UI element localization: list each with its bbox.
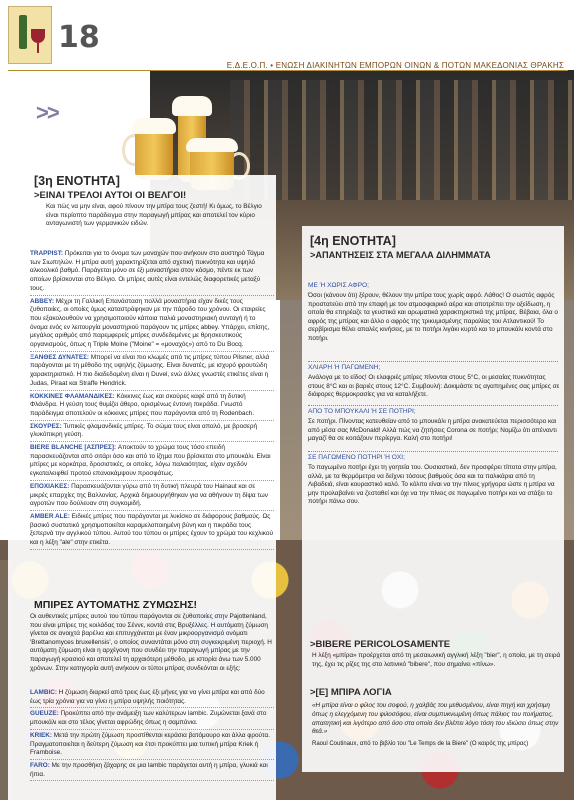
divider xyxy=(308,405,558,406)
entry-text: Με την προσθήκη ζάχαρης σε μια lambic παράγεται αυτή η μπίρα, γλυκιά και ήπια. xyxy=(30,761,268,778)
question-bottle-or-glass: ΑΠΟ ΤΟ ΜΠΟΥΚΑΛΙ Ή ΣΕ ΠΟΤΗΡΙ; xyxy=(308,408,416,415)
spontaneous-fermentation-title: ΜΠΙΡΕΣ ΑΥΤΟΜΑΤΗΣ ΖΥΜΩΣΗΣ! xyxy=(34,599,198,611)
list-item xyxy=(30,732,274,760)
question-foam: ΜΕ Ή ΧΩΡΙΣ ΑΦΡΟ; xyxy=(308,282,370,289)
answer-temperature: Ανάλογα με το είδος! Οι ελαφριές μπίρες πίνονται στους 5°C, οι μεσαίας πυκνότητας στους 8°C και οι βαριές στους 12°C. Συμβουλή: Δοκιμάστε τις αγαπημένες σας μπίρες σε διάφορες θερμοκρασίες για να καταλήξετε. xyxy=(308,374,560,399)
header-rule xyxy=(8,70,568,71)
entry-text: Ειδικές μπίρες που παράγονται με λυκίσκο σε διάφορους βαθμούς. Ως βασικό συστατικό χρησιμοποιείται καραμελοποιημένη βύνη και η πικράδα τους ξεπερνά την αγγλικού τύπου. Αυτού του τύπου οι μπίρες έχουν το χρώμα του κεχλικού και η λέξη "ale" στην ετικέτα. xyxy=(30,512,273,547)
answer-frozen-glass: Το παγωμένο ποτήρι έχει τη γοητεία του. Ουσιαστικά, δεν προσφέρει τίποτα στην μπίρα, αλλά, με τα θερμόμετρα να δείχνει τόσους βαθμούς όσα και τα παλικάρια από τη Λιβαδειά, είναι κουραστικό καλό. Το κόλπο είναι να την πίνεις γρήγορα ώστε η μπίρα να μην προλαβαίνει να ζεσταθεί και όχι να την πίνεις σε παγωμένο ποτήρι και να στάξει το ποτήρι πάνω σου. xyxy=(308,464,557,506)
wine-logo-icon xyxy=(8,6,52,64)
entry-text: Πρόκειται για το όνομα των μοναχών που ανήκουν στο αυστηρό Τάγμα των Σιωπηλών. Η μπίρα αυτή χαρακτηρίζεται από σχετική πυκνότητα και υψηλό αλκοολικό βαθμό. Παράγεται μόνο σε έξι μοναστήρια στον κόσμο, πέντε εκ των οποίων βρίσκονται στο Βέλγιο. Οι μπίρες αυτές είναι εντελώς διαφορετικές μεταξύ τους. xyxy=(30,250,265,292)
bottle-icon xyxy=(19,15,27,49)
lambic-types-list xyxy=(30,689,274,783)
entry-text: Προκύπτει από την ανάμειξη των καλύτερων lambic. Ζυμώνεται ξανά στο μπουκάλι και στο τέλος γίνεται αφρώδης όπως η σαμπάνια. xyxy=(30,710,267,727)
entry-key: BIERE BLANCHE [ΑΣΠΡΕΣ]: xyxy=(30,444,117,452)
quote-citation: Raoul Coutinaux, από το βιβλίο του "Le Temps de la Biere" (Ο καιρός της μπίρας) xyxy=(312,741,529,747)
entry-key: KRIEK: xyxy=(30,731,53,739)
list-item xyxy=(30,513,274,550)
page-number: 18 xyxy=(58,20,100,55)
entry-key: GUEUZE: xyxy=(30,710,59,718)
list-item xyxy=(30,689,274,708)
wine-glass-icon xyxy=(31,29,45,43)
entry-text: Η ζύμωση διαρκεί από τρεις έως έξι μήνες για να γίνει μπίρα και από δύο έως τρία χρόνια για να γίνει η μπίρα υψηλής ποιότητας. xyxy=(30,689,265,705)
entry-text: Μπορεί να είναι πιο κλωμές από τις μπίρες τύπου Pilsner, αλλά παράγονται με τη μέθοδο της υψηλής ζύμωσης. Είναι δυνατές, με ισχυρό φρουτώδη χαρακτηριστικό. Η πιο διαδεδομένη είναι η Duvel, ενώ άλλες γνωστές ετικέτες είναι η Judas, Piraat και Straffe Hendrick. xyxy=(30,353,270,387)
bottles-shelf-photo xyxy=(230,80,574,200)
entry-key: FARO: xyxy=(30,761,50,769)
list-item xyxy=(30,423,274,442)
beer-types-list xyxy=(30,250,274,552)
entry-text: Αποκτούν το χρώμα τους τόσο επειδή παρασκευάζονται από σιτάρι όσο και από το ίζημα που βρίσκεται στο μπουκάλι. Είναι μπίρες με κορκάτρα, δροσιστικές, οι οποίες, λόγω παλαιότητας, είχαν σχεδόν εγκαταλειφθεί προτού επανακάμψουν προσφάτως. xyxy=(30,444,271,478)
entry-key: ΕΠΟΧΙΑΚΕΣ: xyxy=(30,482,70,490)
entry-text: Κόκκινες έως και σκούρες καφέ από τη δυτική Φλάνδρα. Η γεύση τους θυμίζει άθερο, ορισμένως έντονη πικράδα. Γνωστό παράδειγμα αποτελούν οι κόκκινες μπίρες που παράγονται από τη Rodenbach. xyxy=(30,392,254,417)
entry-key: ΣΚΟΥΡΕΣ: xyxy=(30,422,62,430)
entry-text: Τυπικές φλαμανδικές μπίρες. Το σώμα τους είναι απαλό, με βροσερή γλυκόπικρη γεύση. xyxy=(30,422,258,439)
arrows-icon: >> xyxy=(36,100,58,125)
entry-key: ABBEY: xyxy=(30,297,55,305)
entry-key: LAMBIC: xyxy=(30,689,57,696)
entry-key: TRAPPIST: xyxy=(30,250,64,257)
section3-title: [3η ΕΝΟΤΗΤΑ] xyxy=(34,174,120,188)
section3-subtitle: >ΕΙΝΑΙ ΤΡΕΛΟΙ ΑΥΤΟΙ ΟΙ ΒΕΛΓΟΙ! xyxy=(34,190,187,201)
section4-subtitle: >ΑΠΑΝΤΗΣΕΙΣ ΣΤΑ ΜΕΓΑΛΑ ΔΙΛΗΜΜΑΤΑ xyxy=(310,250,491,260)
spontaneous-fermentation-text: Οι αυθεντικές μπίρες αυτού του τύπου παράγονται σε ζυθοποιίες στην Pajottenland, που είναι μπίρες της κοιλάδας του Σέννε, κοντά στις Βρυξέλλες. Η αυτόματη ζύμωση γίνεται σε ανοιχτά βαρέλια και επιτυγχάνεται με έναν μικροοργανισμό ονόματι 'Brettanomyces bruxellensis', ο οποίος συναντάται μόνο στη συγκεκριμένη περιοχή. Η αυτόματη ζύμωση είναι η αρχέγονη που συνδέει την παραγωγή μπίρας με την παραγωγή κρασιού και αποτελεί τη αρχαιότερη μέθοδο, με ιστορία άνω των 5.000 χρόνων. Στην κατηγορία αυτή ανήκουν οι τύποι μπίρας συνδεόνται οι εξής: xyxy=(30,613,272,672)
list-item xyxy=(30,298,274,352)
question-frozen-glass: ΣΕ ΠΑΓΩΜΕΝΟ ΠΟΤΗΡΙ Ή ΟΧΙ; xyxy=(308,454,405,461)
beer-quotes-title: >[Ε] ΜΠΙΡΑ ΛΟΓΙΑ xyxy=(310,687,392,698)
list-item xyxy=(30,354,274,391)
list-item xyxy=(30,483,274,511)
entry-key: AMBER ALE: xyxy=(30,512,70,520)
entry-key: ΚΟΚΚΙΝΕΣ ΦΛΑΜΑΝΔΙΚΕΣ: xyxy=(30,392,115,400)
beer-mug-icon xyxy=(135,128,173,180)
etymology-title: >BIBERE PERICOLOSAMENTE xyxy=(310,639,451,650)
list-item xyxy=(30,444,274,481)
beer-quote: «Η μπίρα είναι ο φίλος του σοφού, η χαλβάς του μεθυσμένου, είναι πηγή και χρήσιμη όπως η ελεγχόμενη του φιλοσόφου, είναι συμπυκνωμένη όπως πάλιος του ποιήματος, απαιτητική και λιγότερο από όσο στα οποία δεν βλέπει λόγο τόση του ιδιώσει όπως στην θεά.» xyxy=(312,702,559,736)
list-item xyxy=(30,710,274,729)
entry-key: ΞΑΝΘΕΣ ΔΥΝΑΤΕΣ: xyxy=(30,353,90,361)
list-item xyxy=(30,250,274,296)
entry-text: Μέχρι τη Γαλλική Επανάσταση πολλά μοναστήρια είχαν δικές τους ζυθοποιίες, οι οποίες όμως καταστράφηκαν με την πάροδο του χρόνου. Οι εταιρείες που εξακολουθούν να χρησιμοποιούν κάποια παλιά μοναστηριακή συνταγή ή το όνομα ενός εν λειτουργία μοναστηριού παράγουν τις μπίρες abbey. Υπάρχει, επίσης, μεγάλος αριθμός από παρεμφερείς μπίρες συνδεδεμένες με θρησκευτικούς οργανισμούς, όπως η Triple Moine ("Moine" = «μοναχός») από το Du Bocq. xyxy=(30,297,270,349)
beer-foam xyxy=(132,118,176,134)
organization-header: Ε.Δ.Ε.Ο.Π. • ΕΝΩΣΗ ΔΙΑΚΙΝΗΤΩΝ ΕΜΠΟΡΩΝ ΟΙΝΩΝ & ΠΟΤΩΝ ΜΑΚΕΔΟΝΙΑΣ ΘΡΑΚΗΣ xyxy=(226,61,564,70)
entry-text: Παρασκευάζονται γύρω από τη δυτική πλευρά του Hainaut και σε μικρές επαρχίες της Βαλλονίας. Αρχικά δημιουργήθηκαν για να αθήνουν τη δίψα των αγροτών που δούλευαν στη συγκομιδή. xyxy=(30,482,268,508)
section4-title: [4η ΕΝΟΤΗΤΑ] xyxy=(310,234,396,248)
question-temperature: ΧΛΙΑΡΗ Ή ΠΑΓΩΜΕΝΗ; xyxy=(308,364,381,371)
glass-stem xyxy=(37,43,39,53)
beer-foam xyxy=(186,138,238,152)
beer-foam xyxy=(172,96,212,116)
answer-bottle-or-glass: Σε ποτήρι. Πίνοντας κατευθείαν από το μπουκάλι η μπίρα ανακατεύεται περισσότερο και από μέσα σας McDonald! Αλλά πώς να ζητήσεις Corona σε ποτήρι; Νομίζω ότι απέναντι μαγαζί θα σε κοιτάζουν περίεργα. Καλή στο ποτήρι! xyxy=(308,418,557,443)
answer-foam: Όσοι (κάνουν ότι) ξέρουν, θέλουν την μπίρα τους χωρίς αφρό. Λάθος! Ο σωστός αφρός προστατεύει από την επαφή με τον ατμοσφαιρικό αέρα και αποτρέπει την οξείδωση, η οποία θα επηρέαζε τα γευστικά και αρωματικά χαρακτηριστικά της μπίρας. Βέβαια, όλα ο αφρός της μπίρας και άλλο ο αφρός της τρικυμισμένης παραλίας του Ατλαντικού! Το σερβίρισμα θέλει απαλές κινήσεις, με το ποτήρι λιγάκι κυρτό και το μπουκάλι κοντά στο ποτήρι. xyxy=(308,292,558,342)
section3-intro: Και πώς να μην είναι, αφού πίνουν την μπίρα τους ζεστή! Κι όμως, το Βέλγιο είναι περίοπτο παράδειγμα στην παραγωγή μπίρας και αποτελεί τον κύριο ανταγωνιστή των γερμανικών ειδών. xyxy=(46,203,262,228)
entry-text: Μετά την πρώτη ζύμωση προστίθενται κεράσια βατόμουρο και άλλα φρούτα. Πραγματοποιείται η δεύτερη ζύμωση και έτσι προκύπτει μια τυπική μπίρα Kriek ή Framboise. xyxy=(30,731,270,757)
list-item xyxy=(30,762,274,781)
list-item xyxy=(30,393,274,421)
divider xyxy=(308,451,558,452)
etymology-text: Η λέξη «μπίρα» προέρχεται από τη μεσαιωνική αγγλική λέξη "bier", η οποία, με τη σειρά της, έχει τις ρίζες της στο λατινικό "bibere", που σημαίνει «πίνω». xyxy=(312,652,561,668)
divider xyxy=(308,361,558,362)
